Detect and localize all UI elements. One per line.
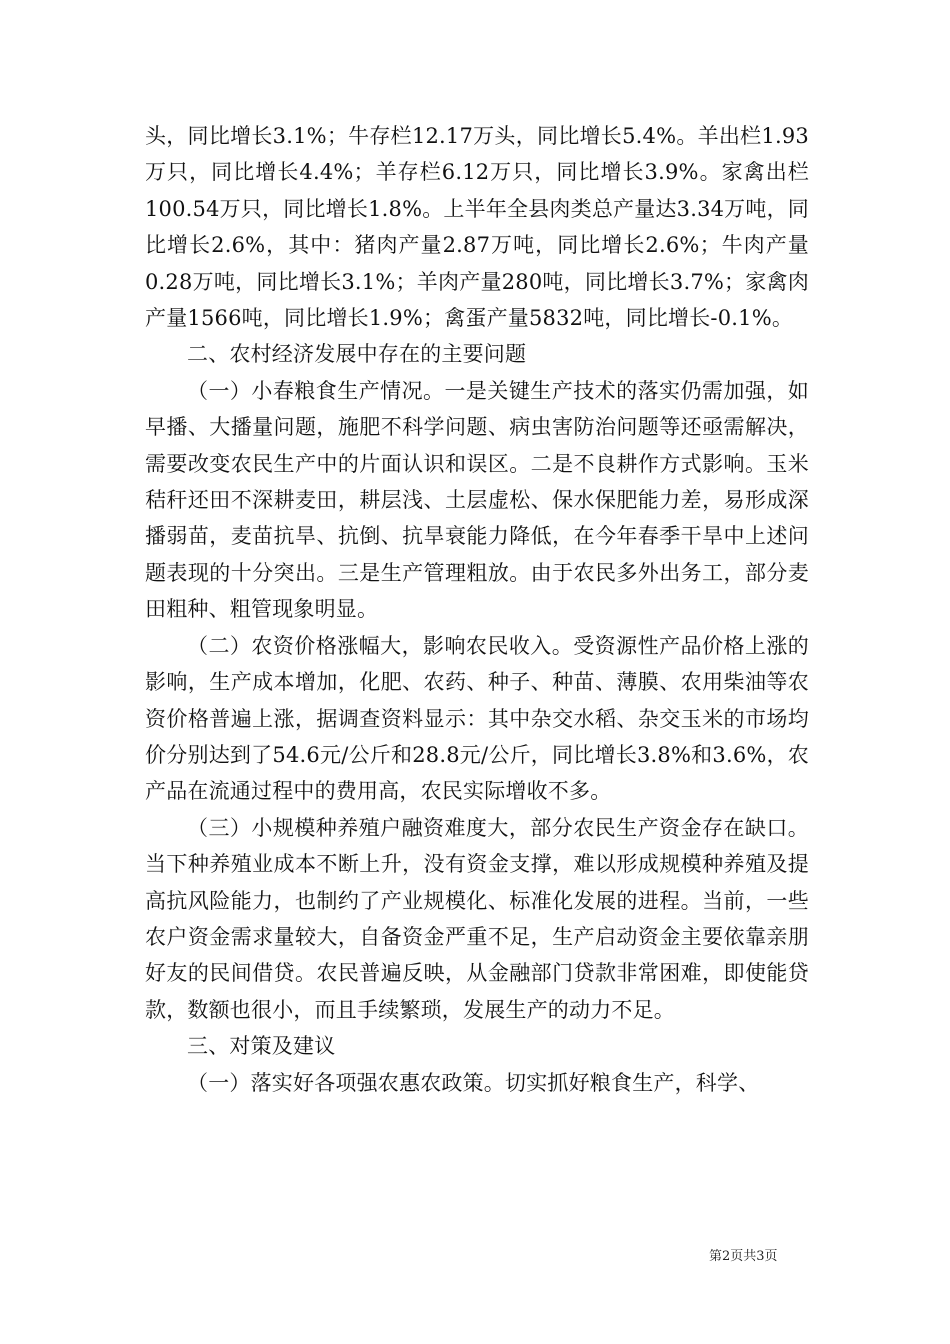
document-body [145,118,809,1101]
section-heading-countermeasures: 三、对策及建议 [187,1034,336,1059]
paragraph-spring-grain-production: （一）小春粮食生产情况。一是关键生产技术的落实仍需加强，如早播、大播量问题，施肥不科学问题、病虫害防治问题等还亟需解决，需要改变农民生产中的片面认识和误区。二是不良耕作方式影响。玉米秸秆还田不深耕麦田，耕层浅、土层虚松、保水保肥能力差，易形成深播弱苗，麦苗抗旱、抗倒、抗旱衰能力降低，在今年春季干旱中上述问题表现的十分突出。三是生产管理粗放。由于农民多外出务工，部分麦田粗种、粗管现象明显。 [145,378,809,622]
paragraph-implement-policies: （一）落实好各项强农惠农政策。切实抓好粮食生产，科学、 [187,1070,760,1095]
paragraph-livestock-statistics: 头，同比增长3.1%；牛存栏12.17万头，同比增长5.4%。羊出栏1.93万只，同比增长4.4%；羊存栏6.12万只，同比增长3.9%。家禽出栏100.54万只，同比增长1.8%。上半年全县肉类总产量达3.34万吨，同比增长2.6%，其中：猪肉产量2.87万吨，同比增长2.6%；牛肉产量0.28万吨，同比增长3.1%；羊肉产量280吨，同比增长3.7%；家禽肉产量1566吨，同比增长1.9%；禽蛋产量5832吨，同比增长-0.1%。 [145,124,809,331]
paragraph-financing-difficulty: （三）小规模种养殖户融资难度大，部分农民生产资金存在缺口。当下种养殖业成本不断上升，没有资金支撑，难以形成规模种养殖及提高抗风险能力，也制约了产业规模化、标准化发展的进程。当前，一些农户资金需求量较大，自备资金严重不足，生产启动资金主要依靠亲朋好友的民间借贷。农民普遍反映，从金融部门贷款非常困难，即使能贷款，数额也很小，而且手续繁琐，发展生产的动力不足。 [145,815,809,1022]
page-number-footer: 第2页共3页 [709,1249,778,1264]
section-heading-main-problems: 二、农村经济发展中存在的主要问题 [187,342,527,367]
paragraph-agricultural-input-prices: （二）农资价格涨幅大，影响农民收入。受资源性产品价格上涨的影响，生产成本增加，化肥、农药、种子、种苗、薄膜、农用柴油等农资价格普遍上涨，据调查资料显示：其中杂交水稻、杂交玉米的市场均价分别达到了54.6元/公斤和28.8元/公斤，同比增长3.8%和3.6%，农产品在流通过程中的费用高，农民实际增收不多。 [145,633,809,804]
